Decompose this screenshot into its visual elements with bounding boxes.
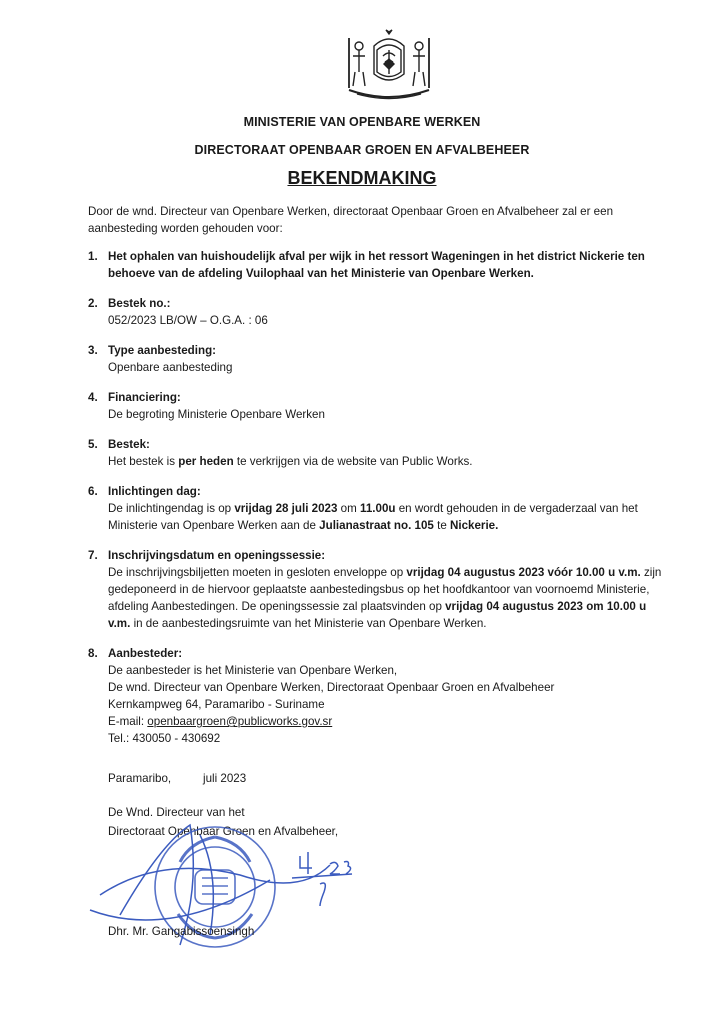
item-number: 4. bbox=[88, 391, 98, 404]
item-title: Inschrijvingsdatum en openingssessie: bbox=[108, 549, 326, 562]
signature-title-line-2: Directoraat Openbaar Groen en Afvalbeheer, bbox=[108, 825, 339, 838]
item-number: 6. bbox=[88, 485, 98, 498]
item-value: De begroting Ministerie Openbare Werken bbox=[108, 408, 325, 421]
email-line: E-mail: openbaargroen@publicworks.gov.sr bbox=[108, 715, 333, 728]
directorate-heading: DIRECTORAAT OPENBAAR GROEN EN AFVALBEHEER bbox=[194, 143, 530, 157]
coat-of-arms-icon bbox=[339, 28, 439, 106]
item-title: Bestek no.: bbox=[108, 297, 171, 310]
item-title: Inlichtingen dag: bbox=[108, 485, 201, 498]
item-value: 052/2023 LB/OW – O.G.A. : 06 bbox=[108, 314, 268, 327]
place: Paramaribo, bbox=[108, 772, 172, 785]
item-number: 3. bbox=[88, 344, 98, 357]
item-value: Openbare aanbesteding bbox=[108, 361, 233, 374]
item-title: Financiering: bbox=[108, 391, 181, 404]
item-number: 7. bbox=[88, 549, 98, 562]
item-text: Het ophalen van huishoudelijk afval per wijk in het ressort Wageningen in het district Nickerie ten behoeve van de afdeling Vuilophaal van het Ministerie van Openbare Werken. bbox=[108, 250, 645, 280]
handwritten-date-icon bbox=[290, 848, 360, 908]
phone-line: Tel.: 430050 - 430692 bbox=[108, 732, 221, 745]
item-value: De inlichtingendag is op vrijdag 28 juli 2023 om 11.00u en wordt gehouden in de vergaderzaal van het Ministerie van Openbare Werken aan de Julianastraat no. 105 te Nickerie. bbox=[108, 502, 638, 532]
email-link[interactable]: openbaargroen@publicworks.gov.sr bbox=[147, 715, 333, 728]
item-number: 1. bbox=[88, 250, 98, 263]
ministry-heading: MINISTERIE VAN OPENBARE WERKEN bbox=[243, 115, 481, 129]
item-number: 5. bbox=[88, 438, 98, 451]
acting-director: De wnd. Directeur van Openbare Werken, Directoraat Openbaar Groen en Afvalbeheer bbox=[108, 681, 555, 694]
item-title: Bestek: bbox=[108, 438, 150, 451]
item-title: Type aanbesteding: bbox=[108, 344, 217, 357]
signature-title-line-1: De Wnd. Directeur van het bbox=[108, 806, 245, 819]
address: Kernkampweg 64, Paramaribo - Suriname bbox=[108, 698, 325, 711]
signatory-name: Dhr. Mr. Gangabissoensingh bbox=[108, 925, 255, 938]
item-value: Het bestek is per heden te verkrijgen via de website van Public Works. bbox=[108, 455, 473, 468]
item-number: 2. bbox=[88, 297, 98, 310]
item-value: De inschrijvingsbiljetten moeten in gesloten enveloppe op vrijdag 04 augustus 2023 vóór 10.00 u v.m. zijn gedeponeerd in de hiervoor geplaatste aanbestedingsbus op het hoofdkantoor van voornoemd Ministerie, afdeling Aanbestedingen. De openingssessie zal plaatsvinden op vrijdag 04 augustus 2023 om 10.00 u v.m. in de aanbestedingsruimte van het Ministerie van Openbare Werken. bbox=[108, 566, 662, 630]
item-title: Aanbesteder: bbox=[108, 647, 183, 660]
intro-paragraph: Door de wnd. Directeur van Openbare Werken, directoraat Openbaar Groen en Afvalbeheer zal er een aanbesteding worden gehouden voor: bbox=[88, 205, 614, 235]
contracting-authority: De aanbesteder is het Ministerie van Openbare Werken, bbox=[108, 664, 398, 677]
document-title: BEKENDMAKING bbox=[287, 168, 437, 188]
date: juli 2023 bbox=[203, 772, 247, 785]
item-number: 8. bbox=[88, 647, 98, 660]
